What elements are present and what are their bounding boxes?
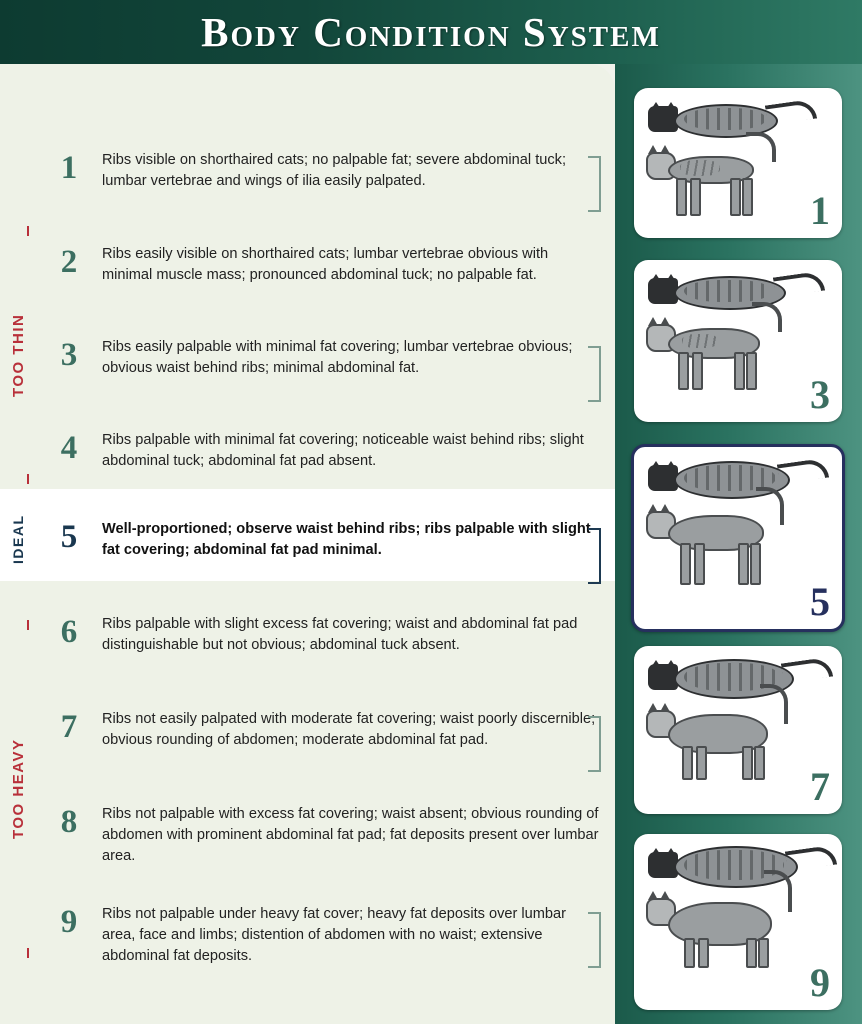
- score-number: 9: [60, 904, 78, 940]
- score-description: Ribs palpable with minimal fat covering; noticeable waist behind ribs; slight abdominal tuck; abdominal fat pad absent.: [102, 432, 584, 469]
- score-description: Ribs palpable with slight excess fat covering; waist and abdominal fat pad distinguishable but not obvious; abdominal tuck absent.: [102, 616, 578, 653]
- cat-side-view-icon: [646, 314, 796, 392]
- cat-side-view-icon: [646, 888, 796, 966]
- score-number: 5: [60, 519, 78, 555]
- score-number: 8: [60, 804, 78, 840]
- score-description: Well-proportioned; observe waist behind ribs; ribs palpable with slight fat covering; abdominal fat pad minimal.: [102, 521, 591, 558]
- score-row-2: [46, 244, 601, 286]
- cat-side-view-icon: [646, 700, 796, 778]
- cat-side-view-icon: [646, 501, 796, 579]
- score-description: Ribs easily palpable with minimal fat covering; lumbar vertebrae obvious; obvious waist behind ribs; minimal abdominal fat.: [102, 339, 573, 376]
- chart-sheet: [0, 64, 862, 1024]
- illustration-card-7: [634, 646, 842, 814]
- score-number: 6: [60, 614, 78, 650]
- score-row-9: [46, 904, 601, 967]
- cat-top-view-icon: [648, 100, 824, 140]
- illustration-number: 7: [810, 764, 830, 809]
- score-number: 2: [60, 244, 78, 280]
- illustration-number: 3: [810, 372, 830, 417]
- too-heavy-rule-top: [27, 620, 29, 630]
- bracket-score-3: [588, 346, 601, 402]
- illustration-number: 5: [810, 579, 830, 624]
- score-number: 3: [60, 337, 78, 373]
- illustration-card-3: [634, 260, 842, 422]
- score-row-3: [46, 337, 601, 379]
- cat-top-view-icon: [648, 272, 824, 312]
- score-row-6: [46, 614, 601, 656]
- category-label-too-thin: TOO THIN: [10, 313, 27, 397]
- page-title: Body Condition System: [201, 9, 661, 55]
- illustration-card-1: [634, 88, 842, 238]
- score-row-8: [46, 804, 601, 867]
- illustration-number: 9: [810, 960, 830, 1005]
- score-number: 4: [60, 430, 78, 466]
- illustration-number: 1: [810, 188, 830, 233]
- cat-top-view-icon: [648, 658, 824, 698]
- cat-top-view-icon: [648, 846, 824, 886]
- score-row-5: [46, 519, 601, 561]
- bracket-score-5: [588, 528, 601, 584]
- score-number: 1: [60, 150, 78, 186]
- score-description: Ribs not easily palpated with moderate fat covering; waist poorly discernible; obvious rounding of abdomen; moderate abdominal fat pad.: [102, 711, 596, 748]
- bracket-score-9: [588, 912, 601, 968]
- score-number: 7: [60, 709, 78, 745]
- cat-side-view-icon: [646, 142, 796, 220]
- too-thin-rule-bottom: [27, 474, 29, 484]
- score-row-1: [46, 150, 601, 192]
- category-label-ideal: IDEAL: [10, 514, 26, 564]
- score-description: Ribs easily visible on shorthaired cats; lumbar vertebrae obvious with minimal muscle mass; pronounced abdominal tuck; no palpable fat.: [102, 246, 549, 283]
- score-row-4: [46, 430, 601, 472]
- cat-top-view-icon: [648, 459, 824, 499]
- illustration-card-5: [631, 444, 845, 632]
- too-thin-rule-top: [27, 226, 29, 236]
- score-row-7: [46, 709, 601, 751]
- score-description: Ribs not palpable under heavy fat cover; heavy fat deposits over lumbar area, face and limbs; distention of abdomen with no waist; extensive abdominal fat deposits.: [102, 906, 567, 964]
- bracket-score-7: [588, 716, 601, 772]
- category-label-too-heavy: TOO HEAVY: [10, 738, 27, 840]
- page-header: [0, 0, 862, 64]
- score-description: Ribs visible on shorthaired cats; no palpable fat; severe abdominal tuck; lumbar vertebrae and wings of ilia easily palpated.: [102, 152, 567, 189]
- score-description: Ribs not palpable with excess fat covering; waist absent; obvious rounding of abdomen with prominent abdominal fat pad; fat deposits present over lumbar area.: [102, 806, 599, 864]
- bracket-score-1: [588, 156, 601, 212]
- too-heavy-rule-bottom: [27, 948, 29, 958]
- illustration-card-9: [634, 834, 842, 1010]
